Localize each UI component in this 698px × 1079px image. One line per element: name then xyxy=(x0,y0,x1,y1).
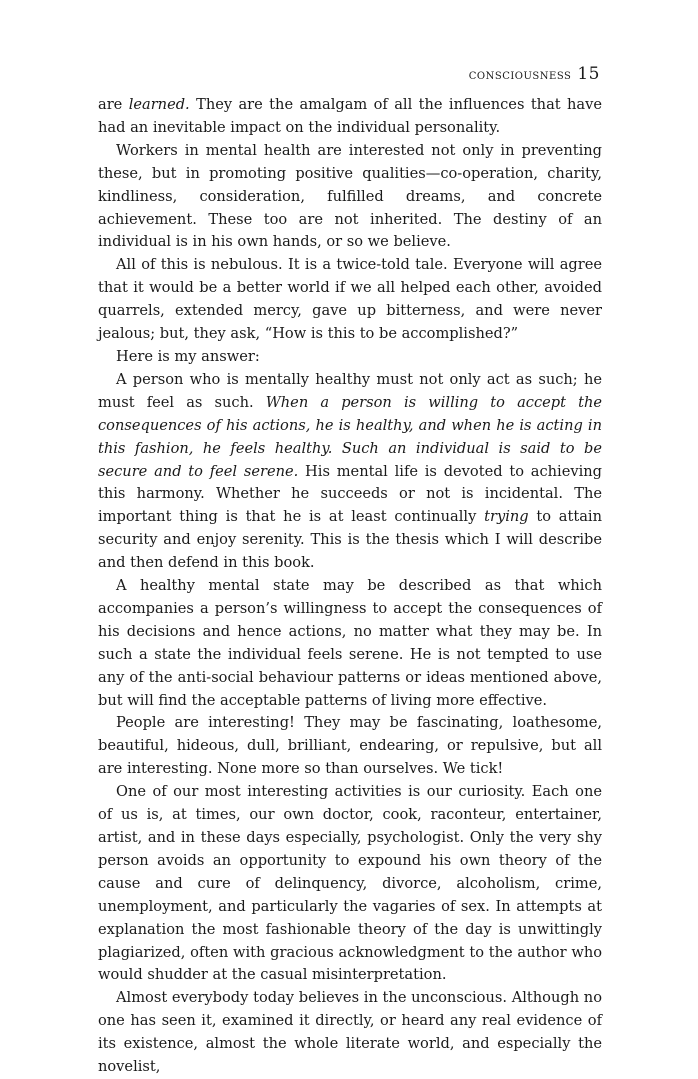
text-run: to attain security and enjoy serenity. This is the thesis which I will describe and then defend in this book. xyxy=(98,508,602,572)
text-run: A person who is mentally healthy must not only act as such; he must feel as such. xyxy=(98,370,602,411)
text-run: They are the amalgam of all the influences that have had an inevitable impact on the individual personality. xyxy=(98,96,603,136)
italic-text: When a person is willing to accept the consequences of his actions, he is healthy, and when he is acting in this fashion, he feels healthy. Such an individual is said to be secure and to feel serene. xyxy=(98,393,602,480)
paragraph xyxy=(98,712,602,781)
text-run: Workers in mental health are interested not only in preventing these, but in promoting positive qualities—co-operation, charity, kindliness, consideration, fulfilled dreams, and concrete achievement. These too are not inherited. The destiny of an individual is in his own hands, or so we believe. xyxy=(98,141,602,251)
body-text xyxy=(98,94,602,1079)
text-run: A healthy mental state may be described as that which accompanies a person’s willingness to accept the consequences of his decisions and hence actions, no matter what they may be. In such a state the individual feels serene. He is not tempted to use any of the anti-social behaviour patterns or ideas mentioned above, but will find the acceptable patterns of living more effective. xyxy=(98,577,602,709)
paragraph xyxy=(98,987,602,1079)
paragraph xyxy=(98,781,602,987)
italic-text: learned. xyxy=(128,96,190,113)
text-run: Here is my answer: xyxy=(116,347,260,365)
chapter-title: consciousness xyxy=(468,67,572,83)
text-run: are xyxy=(98,96,129,113)
text-run: All of this is nebulous. It is a twice-told tale. Everyone will agree that it would be a better world if we all helped each other, avoided quarrels, extended mercy, gave up bitterness, and were never jealous; but, they ask, “How is this to be accomplished?” xyxy=(98,256,602,343)
text-run: One of our most interesting activities is our curiosity. Each one of us is, at times, our own doctor, cook, raconteur, entertainer, artist, and in these days especially, psychologist. Only the very shy person avoids an opportunity to expound his own theory of the cause and cure of delinquency, divorce, alcoholism, crime, unemployment, and particularly the vagaries of sex. In attempts at explanation the most fashionable theory of the day is unwittingly plagiarized, often with gracious acknowledgment to the author who would shudder at the casual misinterpretation. xyxy=(98,783,602,984)
paragraph xyxy=(98,346,602,369)
running-head xyxy=(469,64,600,84)
paragraph xyxy=(98,575,602,712)
text-run: His mental life is devoted to achieving this harmony. Whether he succeeds or not is incidental. The important thing is that he is at least continually xyxy=(98,462,602,526)
paragraph xyxy=(98,254,602,346)
paragraph xyxy=(98,369,602,575)
italic-text: trying xyxy=(484,508,529,526)
paragraph xyxy=(98,140,602,255)
text-run: People are interesting! They may be fascinating, loathesome, beautiful, hideous, dull, brilliant, endearing, or repulsive, but all are interesting. None more so than ourselves. We tick! xyxy=(98,714,602,778)
page-number: 15 xyxy=(577,64,600,84)
text-run: Almost everybody today believes in the unconscious. Although no one has seen it, examined it directly, or heard any real evidence of its existence, almost the whole literate world, and especially the novelist, xyxy=(98,989,602,1076)
paragraph xyxy=(98,94,602,140)
